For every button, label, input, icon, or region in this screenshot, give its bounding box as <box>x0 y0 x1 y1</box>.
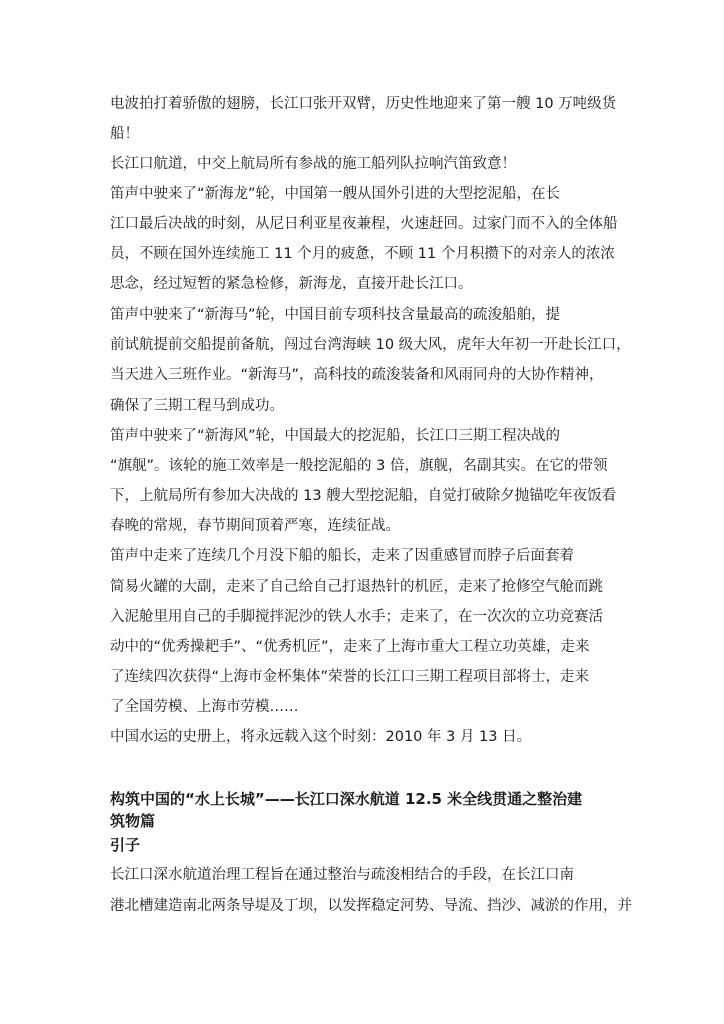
paragraph-line: 笛声中驶来了“新海风”轮，中国最大的挖泥船，长江口三期工程决战的 <box>110 428 561 444</box>
paragraph-line: 确保了三期工程马到成功。 <box>110 398 284 414</box>
paragraph-line: 港北槽建造南北两条导堤及丁坝，以发挥稳定河势、导流、挡沙、减淤的作用，并 <box>110 898 632 914</box>
paragraph-line: 动中的“优秀操耙手”、“优秀机匠”，走来了上海市重大工程立功英雄，走来 <box>110 639 590 655</box>
paragraph-line: 入泥舱里用自己的手脚搅拌泥沙的铁人水手；走来了，在一次次的立功竞赛活 <box>110 609 603 625</box>
paragraph-line: 下，上航局所有参加大决战的 13 艘大型挖泥船，自觉打破除夕抛锚吃年夜饭看 <box>110 488 617 504</box>
paragraph-line: 电波拍打着骄傲的翅膀，长江口张开双臂，历史性地迎来了第一艘 10 万吨级货 <box>110 96 617 112</box>
paragraph-line: 江口最后决战的时刻，从尼日利亚星夜兼程，火速赶回。过家门而不入的全体船 <box>110 216 618 232</box>
section-subtitle: 引子 <box>110 836 141 854</box>
paragraph-line: 员，不顾在国外连续施工 11 个月的疲惫，不顾 11 个月积攒下的对亲人的浓浓 <box>110 246 615 262</box>
paragraph-line: 中国水运的史册上，将永远载入这个时刻：2010 年 3 月 13 日。 <box>110 729 532 745</box>
paragraph-line: “旗舰”。该轮的施工效率是一般挖泥船的 3 倍，旗舰，名副其实。在它的带领 <box>110 458 608 474</box>
section-title: 构筑中国的“水上长城”——长江口深水航道 12.5 米全线贯通之整治建 <box>110 790 583 808</box>
paragraph-line: 简易火罐的大副，走来了自己给自己打退热针的机匠，走来了抢修空气舱而跳 <box>110 579 603 595</box>
paragraph-line: 笛声中驶来了“新海马”轮，中国目前专项科技含量最高的疏浚船舶，提 <box>110 307 561 323</box>
paragraph-line: 长江口深水航道治理工程旨在通过整治与疏浚相结合的手段，在长江口南 <box>110 867 574 883</box>
paragraph-line: 春晚的常规，春节期间顶着严寒，连续征战。 <box>110 518 400 534</box>
paragraph-line: 了连续四次获得“上海市金杯集体”荣誉的长江口三期工程项目部将士，走来 <box>110 669 590 685</box>
paragraph-line: 前试航提前交船提前备航，闯过台湾海峡 10 级大风，虎年大年初一开赴长江口， <box>110 337 631 353</box>
paragraph-line: 笛声中走来了连续几个月没下船的船长，走来了因重感冒而脖子后面套着 <box>110 548 574 564</box>
paragraph-line: 了全国劳模、上海市劳模…… <box>110 699 299 715</box>
paragraph-line: 长江口航道，中交上航局所有参战的施工船列队拉响汽笛致意！ <box>110 156 516 172</box>
paragraph-line: 笛声中驶来了“新海龙”轮，中国第一艘从国外引进的大型挖泥船，在长 <box>110 186 561 202</box>
paragraph-line: 当天进入三班作业。“新海马”，高科技的疏浚装备和风雨同舟的大协作精神， <box>110 367 604 383</box>
section-title-continued: 筑物篇 <box>110 812 156 830</box>
paragraph-line: 思念，经过短暂的紧急检修，新海龙，直接开赴长江口。 <box>110 276 473 292</box>
paragraph-line: 船！ <box>110 126 139 142</box>
